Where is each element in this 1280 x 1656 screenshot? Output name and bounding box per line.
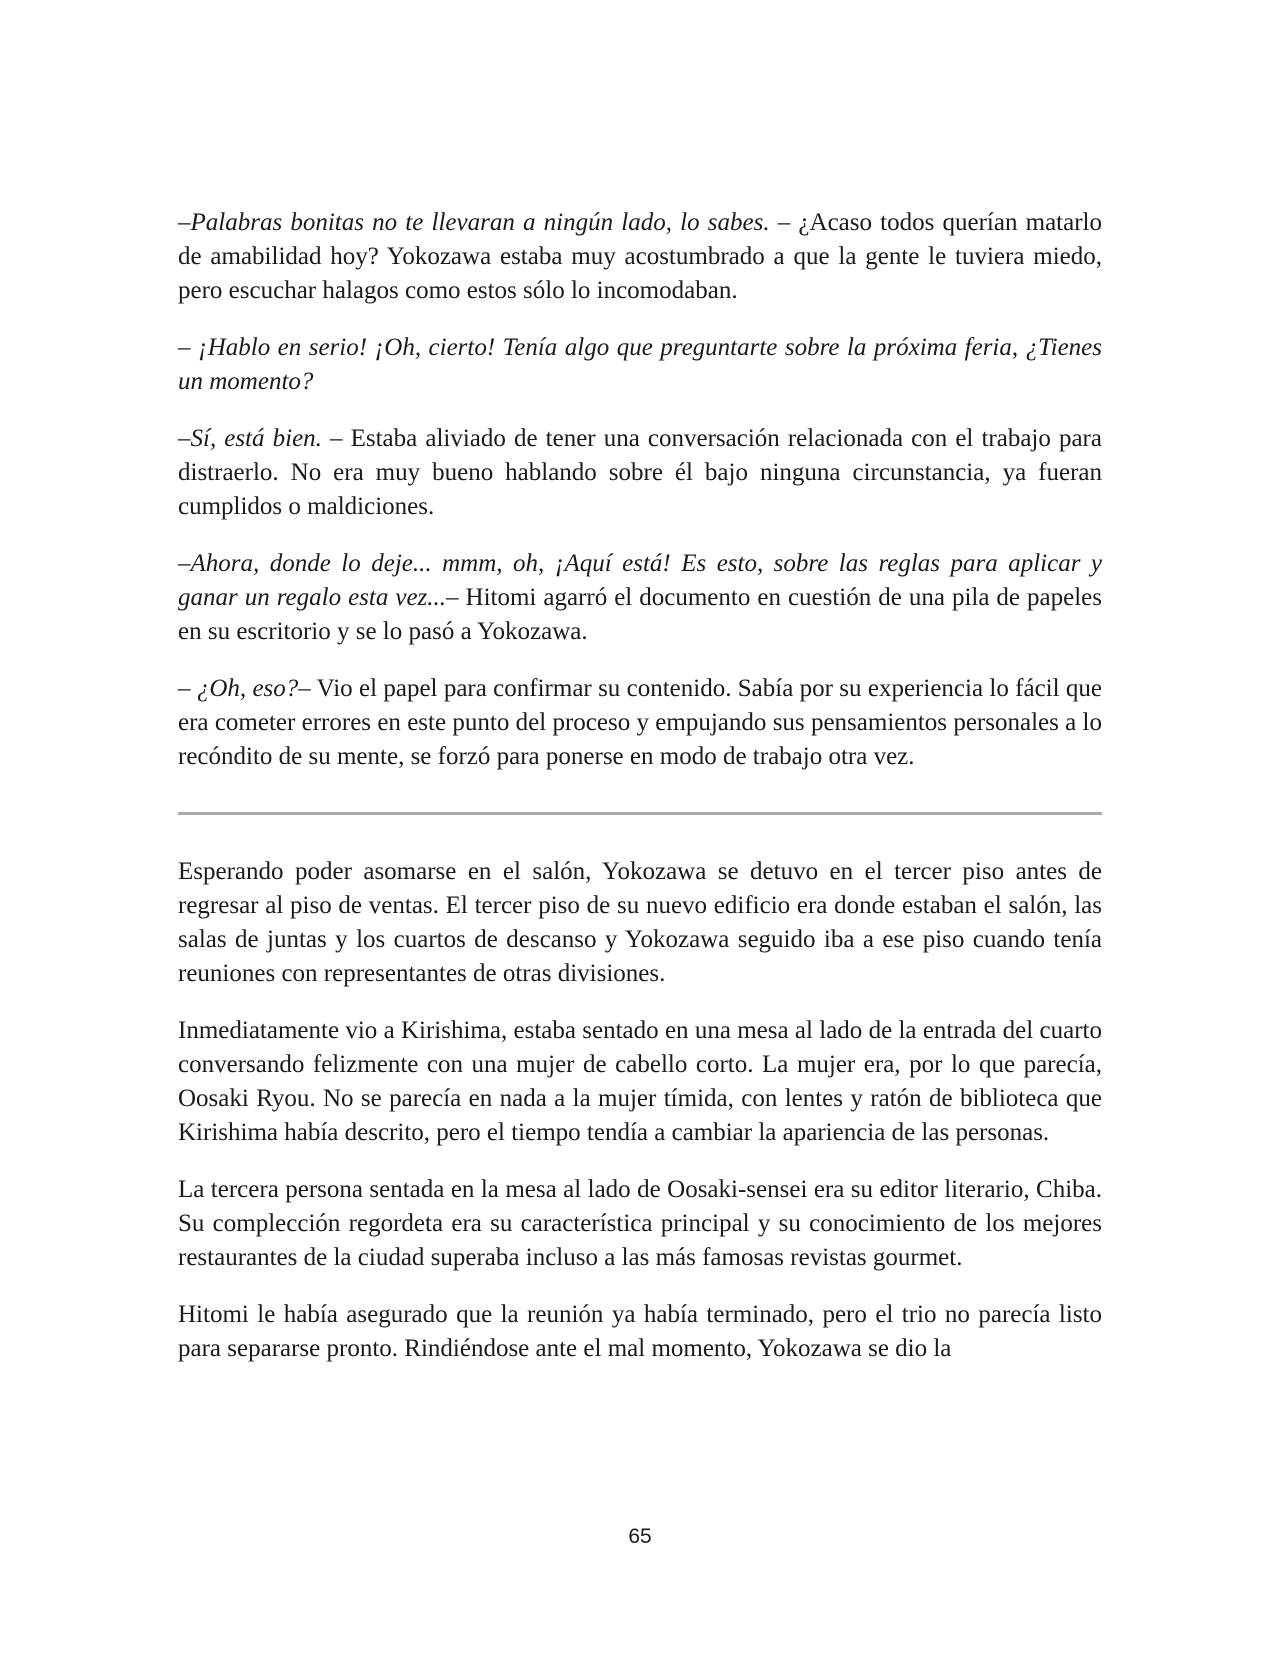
- paragraph-narration-1: Esperando poder asomarse en el salón, Yokozawa se detuvo en el tercer piso antes de regresar al piso de ventas. El tercer piso de su nuevo edificio era donde estaban el salón, las salas de juntas y los cuartos de descanso y Yokozawa seguido iba a ese piso cuando tenía reuniones con representantes de otras divisiones.: [178, 858, 1102, 987]
- paragraph-dialogue-2: [178, 331, 1102, 399]
- narration-text: – ¿Acaso todos querían matarlo de amabilidad hoy? Yokozawa estaba muy acostumbrado a que la gente le tuviera miedo, pero escuchar halagos como estos sólo lo incomodaban.: [178, 209, 1102, 304]
- narration-text: – Hitomi agarró el documento en cuestión de una pila de papeles en su escritorio y se lo pasó a Yokozawa.: [178, 584, 1102, 645]
- paragraph-narration-4: Hitomi le había asegurado que la reunión ya había terminado, pero el trio no parecía listo para separarse pronto. Rindiéndose ante el mal momento, Yokozawa se dio la: [178, 1301, 1102, 1362]
- narration-text: – Vio el papel para confirmar su contenido. Sabía por su experiencia lo fácil que era cometer errores en este punto del proceso y empujando sus pensamientos personales a lo recóndito de su mente, se forzó para ponerse en modo de trabajo otra vez.: [178, 675, 1102, 770]
- paragraph-dialogue-4: [178, 547, 1102, 649]
- page-number: 65: [628, 1525, 652, 1548]
- paragraph-dialogue-5: [178, 672, 1102, 774]
- page-body: [178, 206, 1102, 1389]
- dialogue-italic: – ¡Hablo en serio! ¡Oh, cierto! Tenía algo que preguntarte sobre la próxima feria, ¿Tienes un momento?: [178, 334, 1102, 395]
- dialogue-italic: –Ahora, donde lo deje... mmm, oh, ¡Aquí está! Es esto, sobre las reglas para aplicar y ganar un regalo esta vez...: [178, 550, 1102, 611]
- narration-text: – Estaba aliviado de tener una conversación relacionada con el trabajo para distraerlo. No era muy bueno hablando sobre él bajo ninguna circunstancia, ya fueran cumplidos o maldiciones.: [178, 425, 1102, 520]
- paragraph-narration-2: Inmediatamente vio a Kirishima, estaba sentado en una mesa al lado de la entrada del cuarto conversando felizmente con una mujer de cabello corto. La mujer era, por lo que parecía, Oosaki Ryou. No se parecía en nada a la mujer tímida, con lentes y ratón de biblioteca que Kirishima había descrito, pero el tiempo tendía a cambiar la apariencia de las personas.: [178, 1017, 1102, 1146]
- dialogue-italic: –Palabras bonitas no te llevaran a ningún lado, lo sabes.: [178, 209, 770, 236]
- paragraph-dialogue-3: [178, 422, 1102, 524]
- section-divider: [178, 812, 1102, 815]
- paragraph-narration-3: La tercera persona sentada en la mesa al lado de Oosaki-sensei era su editor literario, Chiba. Su complección regordeta era su característica principal y su conocimiento de los mejores restaurantes de la ciudad superaba incluso a las más famosas revistas gourmet.: [178, 1176, 1102, 1271]
- paragraph-dialogue-1: [178, 206, 1102, 308]
- dialogue-italic: –Sí, está bien.: [178, 425, 322, 452]
- dialogue-italic: – ¿Oh, eso?: [178, 675, 299, 702]
